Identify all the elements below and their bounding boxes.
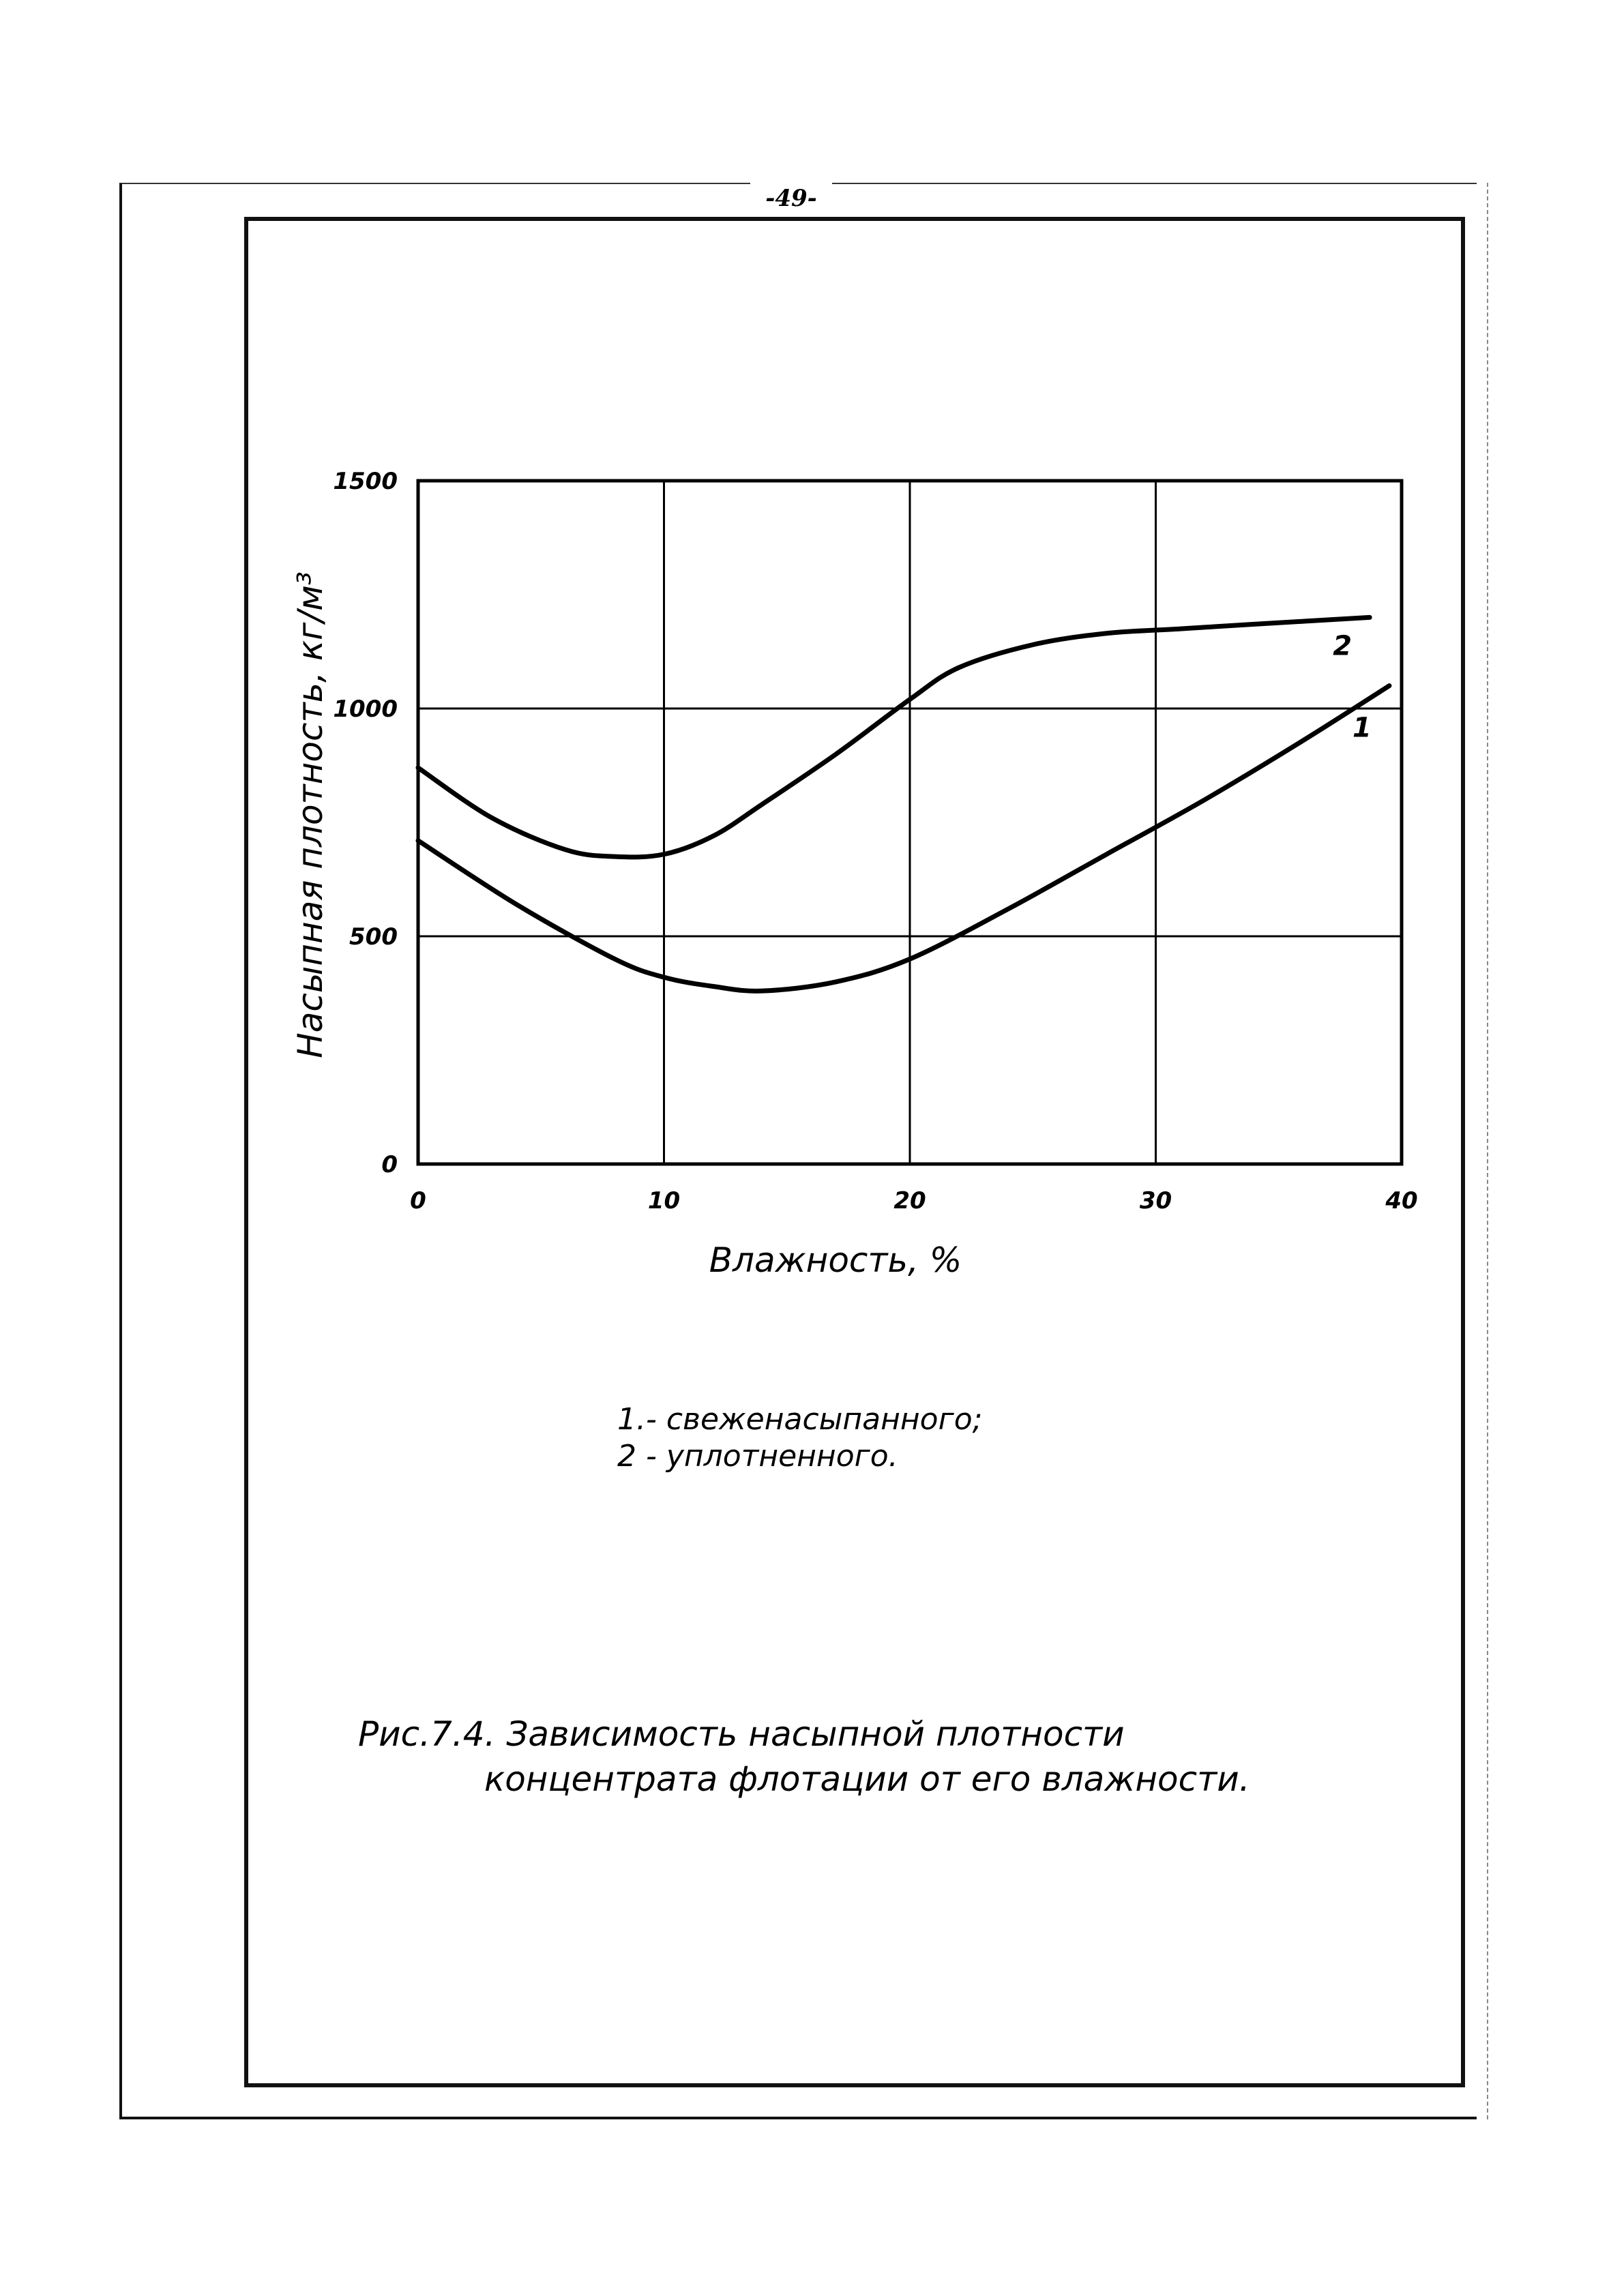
figure-caption [358,1712,1250,1802]
series-line-2 [418,617,1370,856]
series-label-2: 2 [1333,630,1353,662]
chart-grid [418,481,1402,1164]
x-tick-label-1: 10 [647,1187,681,1214]
caption-line-2: концентрата флотации от его влажности. [484,1759,1250,1799]
page-number: -49- [750,183,832,214]
legend [617,1401,982,1475]
legend-item-2: 2 - уплотненного. [617,1439,898,1474]
tick-labels [333,468,1417,1214]
x-tick-label-2: 20 [893,1187,926,1214]
y-tick-label-3: 1500 [333,468,398,495]
series-line-1 [418,686,1389,992]
x-tick-label-4: 40 [1385,1187,1418,1214]
x-tick-label-0: 0 [410,1187,426,1214]
caption-line-1: Рис.7.4. Зависимость насыпной плотности [358,1714,1125,1754]
series-label-1: 1 [1353,712,1372,744]
x-axis-title: Влажность, % [709,1240,962,1280]
x-tick-label-3: 30 [1139,1187,1172,1214]
legend-item-1: 1.- свеженасыпанного; [617,1402,983,1437]
y-tick-label-1: 500 [349,923,398,951]
y-axis-title: Насыпная плотность, кг/м³ [291,571,330,1058]
y-tick-label-2: 1000 [333,696,398,723]
y-tick-label-0: 0 [381,1151,398,1178]
series-lines [418,617,1389,991]
